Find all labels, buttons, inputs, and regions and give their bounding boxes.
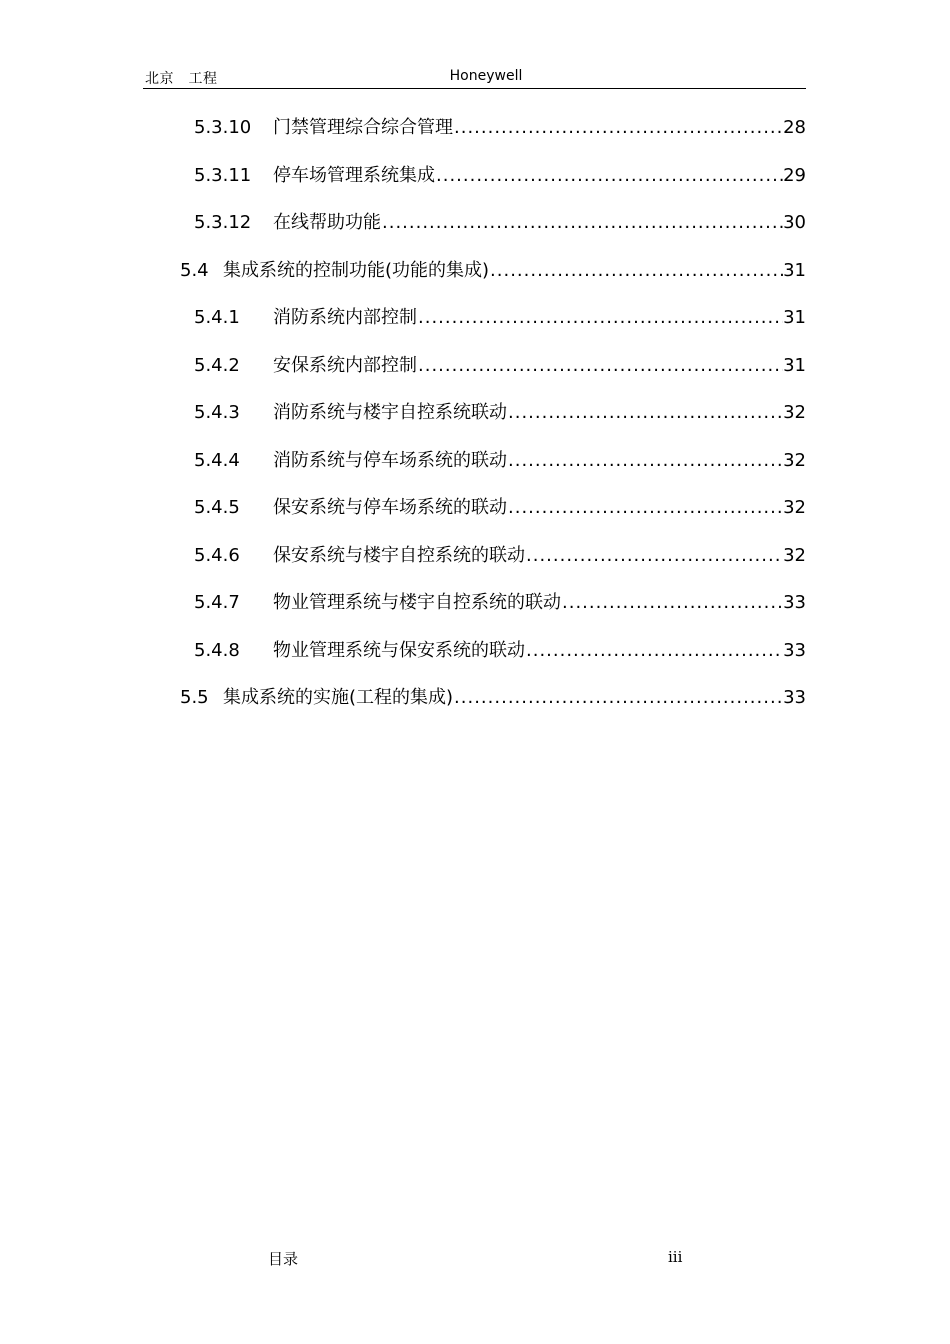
toc-dot-leader <box>417 303 783 333</box>
toc-entry-page: 31 <box>783 259 806 281</box>
toc-entry-page: 33 <box>783 639 806 661</box>
toc-entry-page: 31 <box>783 307 806 328</box>
toc-entry-page: 28 <box>783 117 806 138</box>
toc-entry-title: 停车场管理系统集成 <box>273 164 435 186</box>
toc-entry[interactable] <box>194 446 806 476</box>
toc-entry-title: 在线帮助功能 <box>273 212 381 233</box>
toc-dot-leader <box>525 636 783 666</box>
toc-entry-page: 33 <box>783 592 806 613</box>
toc-entry[interactable] <box>194 588 806 618</box>
toc-entry[interactable] <box>194 493 806 523</box>
toc-dot-leader <box>507 446 783 476</box>
toc-entry[interactable] <box>194 208 806 238</box>
toc-entry[interactable] <box>194 398 806 428</box>
toc-entry[interactable] <box>194 351 806 381</box>
toc-entry-number: 5.3.11 <box>194 164 252 186</box>
toc-dot-leader <box>381 208 783 238</box>
toc-entry[interactable] <box>194 113 806 143</box>
toc-entry-title: 保安系统与楼宇自控系统的联动 <box>273 544 525 566</box>
toc-entry-page: 33 <box>783 687 806 708</box>
toc-entry-number: 5.4.3 <box>194 402 240 423</box>
toc-entry-number: 5.4.2 <box>194 354 240 376</box>
toc-entry-page: 32 <box>783 449 806 471</box>
toc-dot-leader <box>525 541 783 571</box>
toc-dot-leader <box>453 113 783 143</box>
toc-entry-page: 32 <box>783 497 806 518</box>
toc-entry-number: 5.4.1 <box>194 307 240 328</box>
toc-entry-number: 5.4.6 <box>194 544 240 566</box>
toc-entry[interactable] <box>194 161 806 191</box>
toc-entry-title: 消防系统与停车场系统的联动 <box>273 449 507 471</box>
toc-entry-number: 5.3.12 <box>194 212 252 233</box>
toc-entry-number: 5.4.5 <box>194 497 240 518</box>
toc-entry-number: 5.4.8 <box>194 639 240 661</box>
toc-entry-number: 5.5 <box>180 687 209 708</box>
page-header <box>143 66 806 89</box>
toc-entry-number: 5.4.4 <box>194 449 240 471</box>
toc-entry-number: 5.4 <box>180 259 209 281</box>
toc-entry-page: 32 <box>783 544 806 566</box>
header-company-name: Honeywell <box>449 68 523 84</box>
toc-dot-leader <box>507 398 783 428</box>
toc-entry-title: 集成系统的控制功能(功能的集成) <box>223 259 490 281</box>
toc-entry-number: 5.3.10 <box>194 117 252 138</box>
toc-dot-leader <box>507 493 783 523</box>
toc-entry-title: 物业管理系统与保安系统的联动 <box>273 639 525 661</box>
toc-entry-page: 32 <box>783 402 806 423</box>
toc-entry-title: 保安系统与停车场系统的联动 <box>273 497 507 518</box>
header-project-name: 北京 工程 <box>145 71 218 87</box>
toc-entry-number: 5.4.7 <box>194 592 240 613</box>
footer-section-label: 目录 <box>268 1250 299 1268</box>
toc-entry-title: 消防系统与楼宇自控系统联动 <box>273 402 507 423</box>
toc-entry-title: 集成系统的实施(工程的集成) <box>223 687 454 708</box>
toc-entry-title: 门禁管理综合综合管理 <box>273 117 453 138</box>
toc-entry[interactable] <box>194 541 806 571</box>
toc-entry-title: 安保系统内部控制 <box>273 354 417 376</box>
toc-entry[interactable] <box>194 636 806 666</box>
toc-entry-title: 物业管理系统与楼宇自控系统的联动 <box>273 592 561 613</box>
toc-entry[interactable] <box>180 256 806 286</box>
toc-entry-page: 29 <box>783 164 806 186</box>
toc-dot-leader <box>435 161 783 191</box>
toc-dot-leader <box>561 588 783 618</box>
toc-entry-page: 30 <box>783 212 806 233</box>
toc-entry-page: 31 <box>783 354 806 376</box>
toc-entry[interactable] <box>180 683 806 713</box>
toc-dot-leader <box>453 683 783 713</box>
toc-dot-leader <box>489 256 783 286</box>
footer-page-number: iii <box>668 1248 683 1266</box>
toc-entry[interactable] <box>194 303 806 333</box>
toc-entry-title: 消防系统内部控制 <box>273 307 417 328</box>
toc-dot-leader <box>417 351 783 381</box>
